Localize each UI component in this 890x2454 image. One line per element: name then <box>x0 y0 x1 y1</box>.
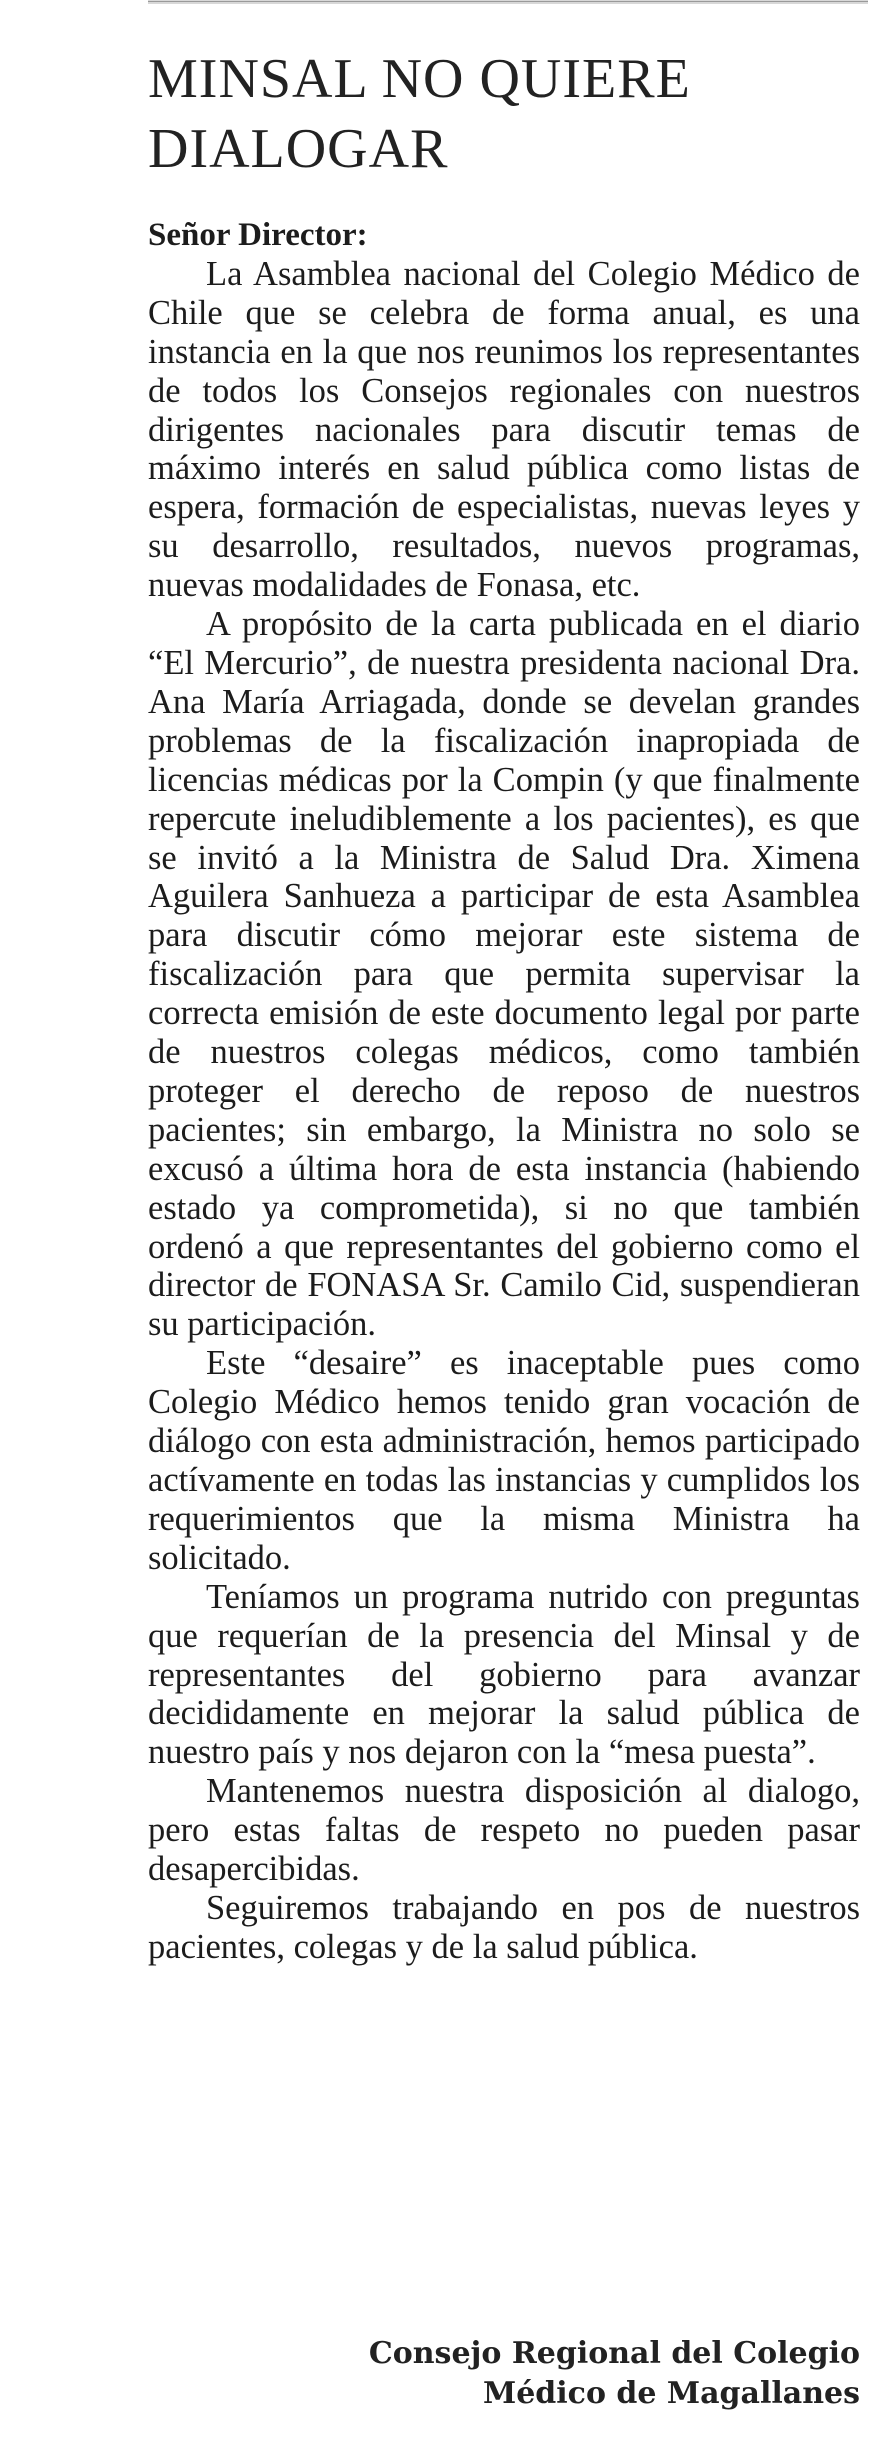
article-headline: MINSAL NO QUIERE DIALOGAR <box>148 48 691 180</box>
salutation: Señor Director: <box>148 217 368 253</box>
paragraph-asamblea: La Asamblea nacional del Colegio Médico de Chile que se celebra de forma anual, es una instancia en la que nos reunimos los representantes de todos los Consejos regionales con nuestros dirigentes nacionales para discutir temas de máximo interés en salud pública como listas de espera, formación de especialistas, nuevas leyes y su desarrollo, resultados, nuevos programas, nuevas modalidades de Fonasa, etc. <box>148 254 860 605</box>
paragraph-carta: A propósito de la carta publicada en el diario “El Mercurio”, de nuestra presidenta nacional Dra. Ana María Arriagada, donde se develan grandes problemas de la fiscalización inapropiada de licencias médicas por la Compin (y que finalmente repercute ineludiblemente a los pacientes), es que se invitó a la Ministra de Salud Dra. Ximena Aguilera Sanhueza a participar de esta Asamblea para discutir cómo mejorar este sistema de fiscalización para que permita supervisar la correcta emisión de este documento legal por parte de nuestros colegas médicos, como también proteger el derecho de reposo de nuestros pacientes; sin embargo, la Ministra no solo se excusó a última hora de esta instancia (habiendo estado ya comprometida), si no que también ordenó a que representantes del gobierno como el director de FONASA Sr. Camilo Cid, suspendieran su participación. <box>148 605 860 1344</box>
top-rule-line <box>148 1 868 2</box>
paragraph-desaire: Este “desaire” es inaceptable pues como Colegio Médico hemos tenido gran vocación de diálogo con esta administración, hemos participado actívamente en todas las instancias y cumplidos los requerimientos que la misma Ministra ha solicitado. <box>148 1344 860 1577</box>
signature-block <box>369 2334 860 2414</box>
paragraph-seguiremos: Seguiremos trabajando en pos de nuestros pacientes, colegas y de la salud pública. <box>148 1888 860 1966</box>
signature-line-1: Consejo Regional del Colegio <box>368 2336 860 2371</box>
paragraph-disposicion: Mantenemos nuestra disposición al dialogo, pero estas faltas de respeto no pueden pasar desapercibidas. <box>148 1772 860 1889</box>
paragraph-programa: Teníamos un programa nutrido con preguntas que requerían de la presencia del Minsal y de representantes del gobierno para avanzar decididamente en mejorar la salud pública de nuestro país y nos dejaron con la “mesa puesta”. <box>148 1577 860 1772</box>
letter-body <box>148 216 860 1967</box>
signature-line-2: Médico de Magallanes <box>483 2376 860 2411</box>
